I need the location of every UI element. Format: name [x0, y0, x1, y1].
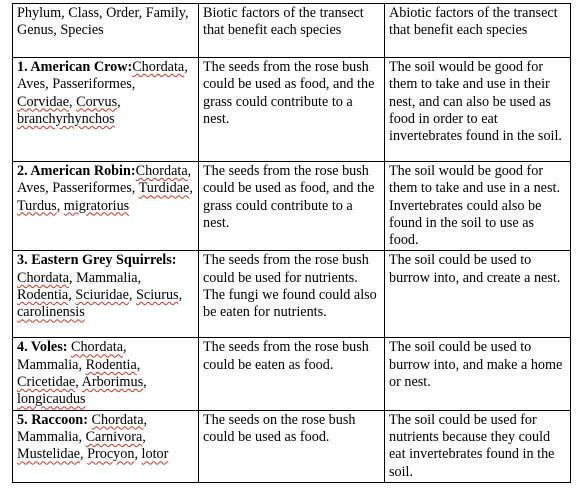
- abiotic-cell: The soil could be used to burrow into, and make a home or nest.: [385, 338, 571, 410]
- table-row: [13, 162, 571, 251]
- taxonomy-term: , Mammalia,: [17, 339, 127, 373]
- taxonomy-term: Corvidae: [17, 93, 70, 110]
- header-biotic: Biotic factors of the transect that benefit each species: [199, 4, 385, 58]
- table-row: [13, 410, 571, 482]
- species-cell: [13, 251, 199, 338]
- taxonomy-term: ,: [178, 287, 183, 304]
- taxonomy-term: carolinensis: [17, 304, 85, 321]
- header-taxonomy: Phylum, Class, Order, Family, Genus, Species: [13, 4, 199, 58]
- table-row: [13, 338, 571, 410]
- taxonomy-term: ,: [142, 428, 146, 445]
- abiotic-cell: The soil could be used to burrow into, and create a nest.: [385, 251, 571, 338]
- abiotic-cell: The soil could be used for nutrients because they could eat invertebrates found in the soil.: [385, 410, 571, 482]
- taxonomy-term: Turdus: [17, 197, 57, 214]
- taxonomy-term: Procyon: [87, 446, 135, 463]
- table-row: [13, 251, 571, 338]
- taxonomy-term: ,: [75, 374, 82, 391]
- taxonomy-term: branchyrhynchos: [17, 110, 115, 127]
- taxonomy-term: ,: [128, 287, 136, 304]
- taxonomy-term: ,: [56, 197, 64, 214]
- taxonomy-term: Chordata: [132, 59, 185, 75]
- species-cell: [13, 162, 199, 251]
- abiotic-cell: The soil would be good for them to take and use in a nest. Invertebrates could also be found in the soil to use as food.: [385, 162, 571, 251]
- table-row: [13, 58, 571, 162]
- taxonomy-term: Mustelidae: [17, 446, 81, 463]
- biotic-cell: The seeds on the rose bush could be used as food.: [199, 410, 385, 482]
- species-name: 5. Raccoon:: [17, 411, 88, 428]
- taxonomy-term: ,: [134, 446, 142, 463]
- taxonomy-term: ,: [136, 356, 141, 373]
- taxonomy-term: , Mammalia,: [17, 411, 148, 445]
- species-name: 1. American Crow:: [17, 59, 133, 75]
- taxonomy-text: [17, 270, 182, 321]
- biotic-cell: The seeds from the rose bush could be used as food, and the grass could contribute to a nest.: [199, 58, 385, 162]
- header-abiotic: Abiotic factors of the transect that benefit each species: [385, 4, 571, 58]
- species-name: 4. Voles:: [17, 339, 68, 356]
- taxonomy-term: Cricetidae: [17, 374, 76, 391]
- biotic-cell: The seeds from the rose bush could be used as food, and the grass could contribute to a nest.: [199, 162, 385, 251]
- taxonomy-term: Chordata: [91, 411, 144, 428]
- taxonomy-term: Chordata: [135, 163, 188, 179]
- taxonomy-term: ,: [143, 374, 147, 391]
- taxonomy-term: ,: [68, 287, 76, 304]
- species-name: 2. American Robin:: [17, 163, 136, 179]
- taxonomy-term: Rodentia: [17, 287, 69, 304]
- biotic-cell: The seeds from the rose bush could be used for nutrients. The fungi we found could also be eaten for nutrients.: [199, 251, 385, 338]
- taxonomy-term: , Aves, Passeriformes,: [17, 163, 192, 197]
- taxonomy-term: , Aves, Passeriformes,: [17, 59, 188, 93]
- taxonomy-term: Sciurus: [136, 287, 179, 304]
- taxonomy-term: lotor: [141, 446, 169, 463]
- taxonomy-term: ,: [80, 446, 88, 463]
- table-header-row: [13, 4, 571, 58]
- taxonomy-term: , Mammalia,: [69, 269, 142, 286]
- taxonomy-term: longicaudus: [17, 391, 86, 408]
- taxonomy-term: Carnivora: [85, 428, 143, 445]
- taxonomy-term: Rodentia: [85, 356, 137, 373]
- biotic-cell: The seeds from the rose bush could be eaten as food.: [199, 338, 385, 410]
- taxonomy-term: Corvus: [76, 93, 118, 110]
- taxonomy-term: Arborimus: [81, 374, 144, 391]
- taxonomy-term: Chordata: [17, 269, 70, 286]
- taxonomy-term: migratorius: [63, 197, 130, 214]
- abiotic-cell: The soil would be good for them to take and use in their nest, and can also be used as food in order to eat invertebrates found in the soil.: [385, 58, 571, 162]
- species-cell: [13, 338, 199, 410]
- taxonomy-term: Turdidae: [138, 180, 190, 197]
- species-cell: [13, 58, 199, 162]
- taxonomy-term: ,: [117, 93, 121, 110]
- taxonomy-term: Chordata: [71, 339, 124, 356]
- taxonomy-term: ,: [69, 93, 77, 110]
- species-factors-table: [12, 3, 571, 483]
- species-name: 3. Eastern Grey Squirrels:: [17, 252, 177, 269]
- species-cell: [13, 410, 199, 482]
- taxonomy-term: ,: [189, 180, 193, 197]
- taxonomy-term: Sciuridae: [75, 287, 129, 304]
